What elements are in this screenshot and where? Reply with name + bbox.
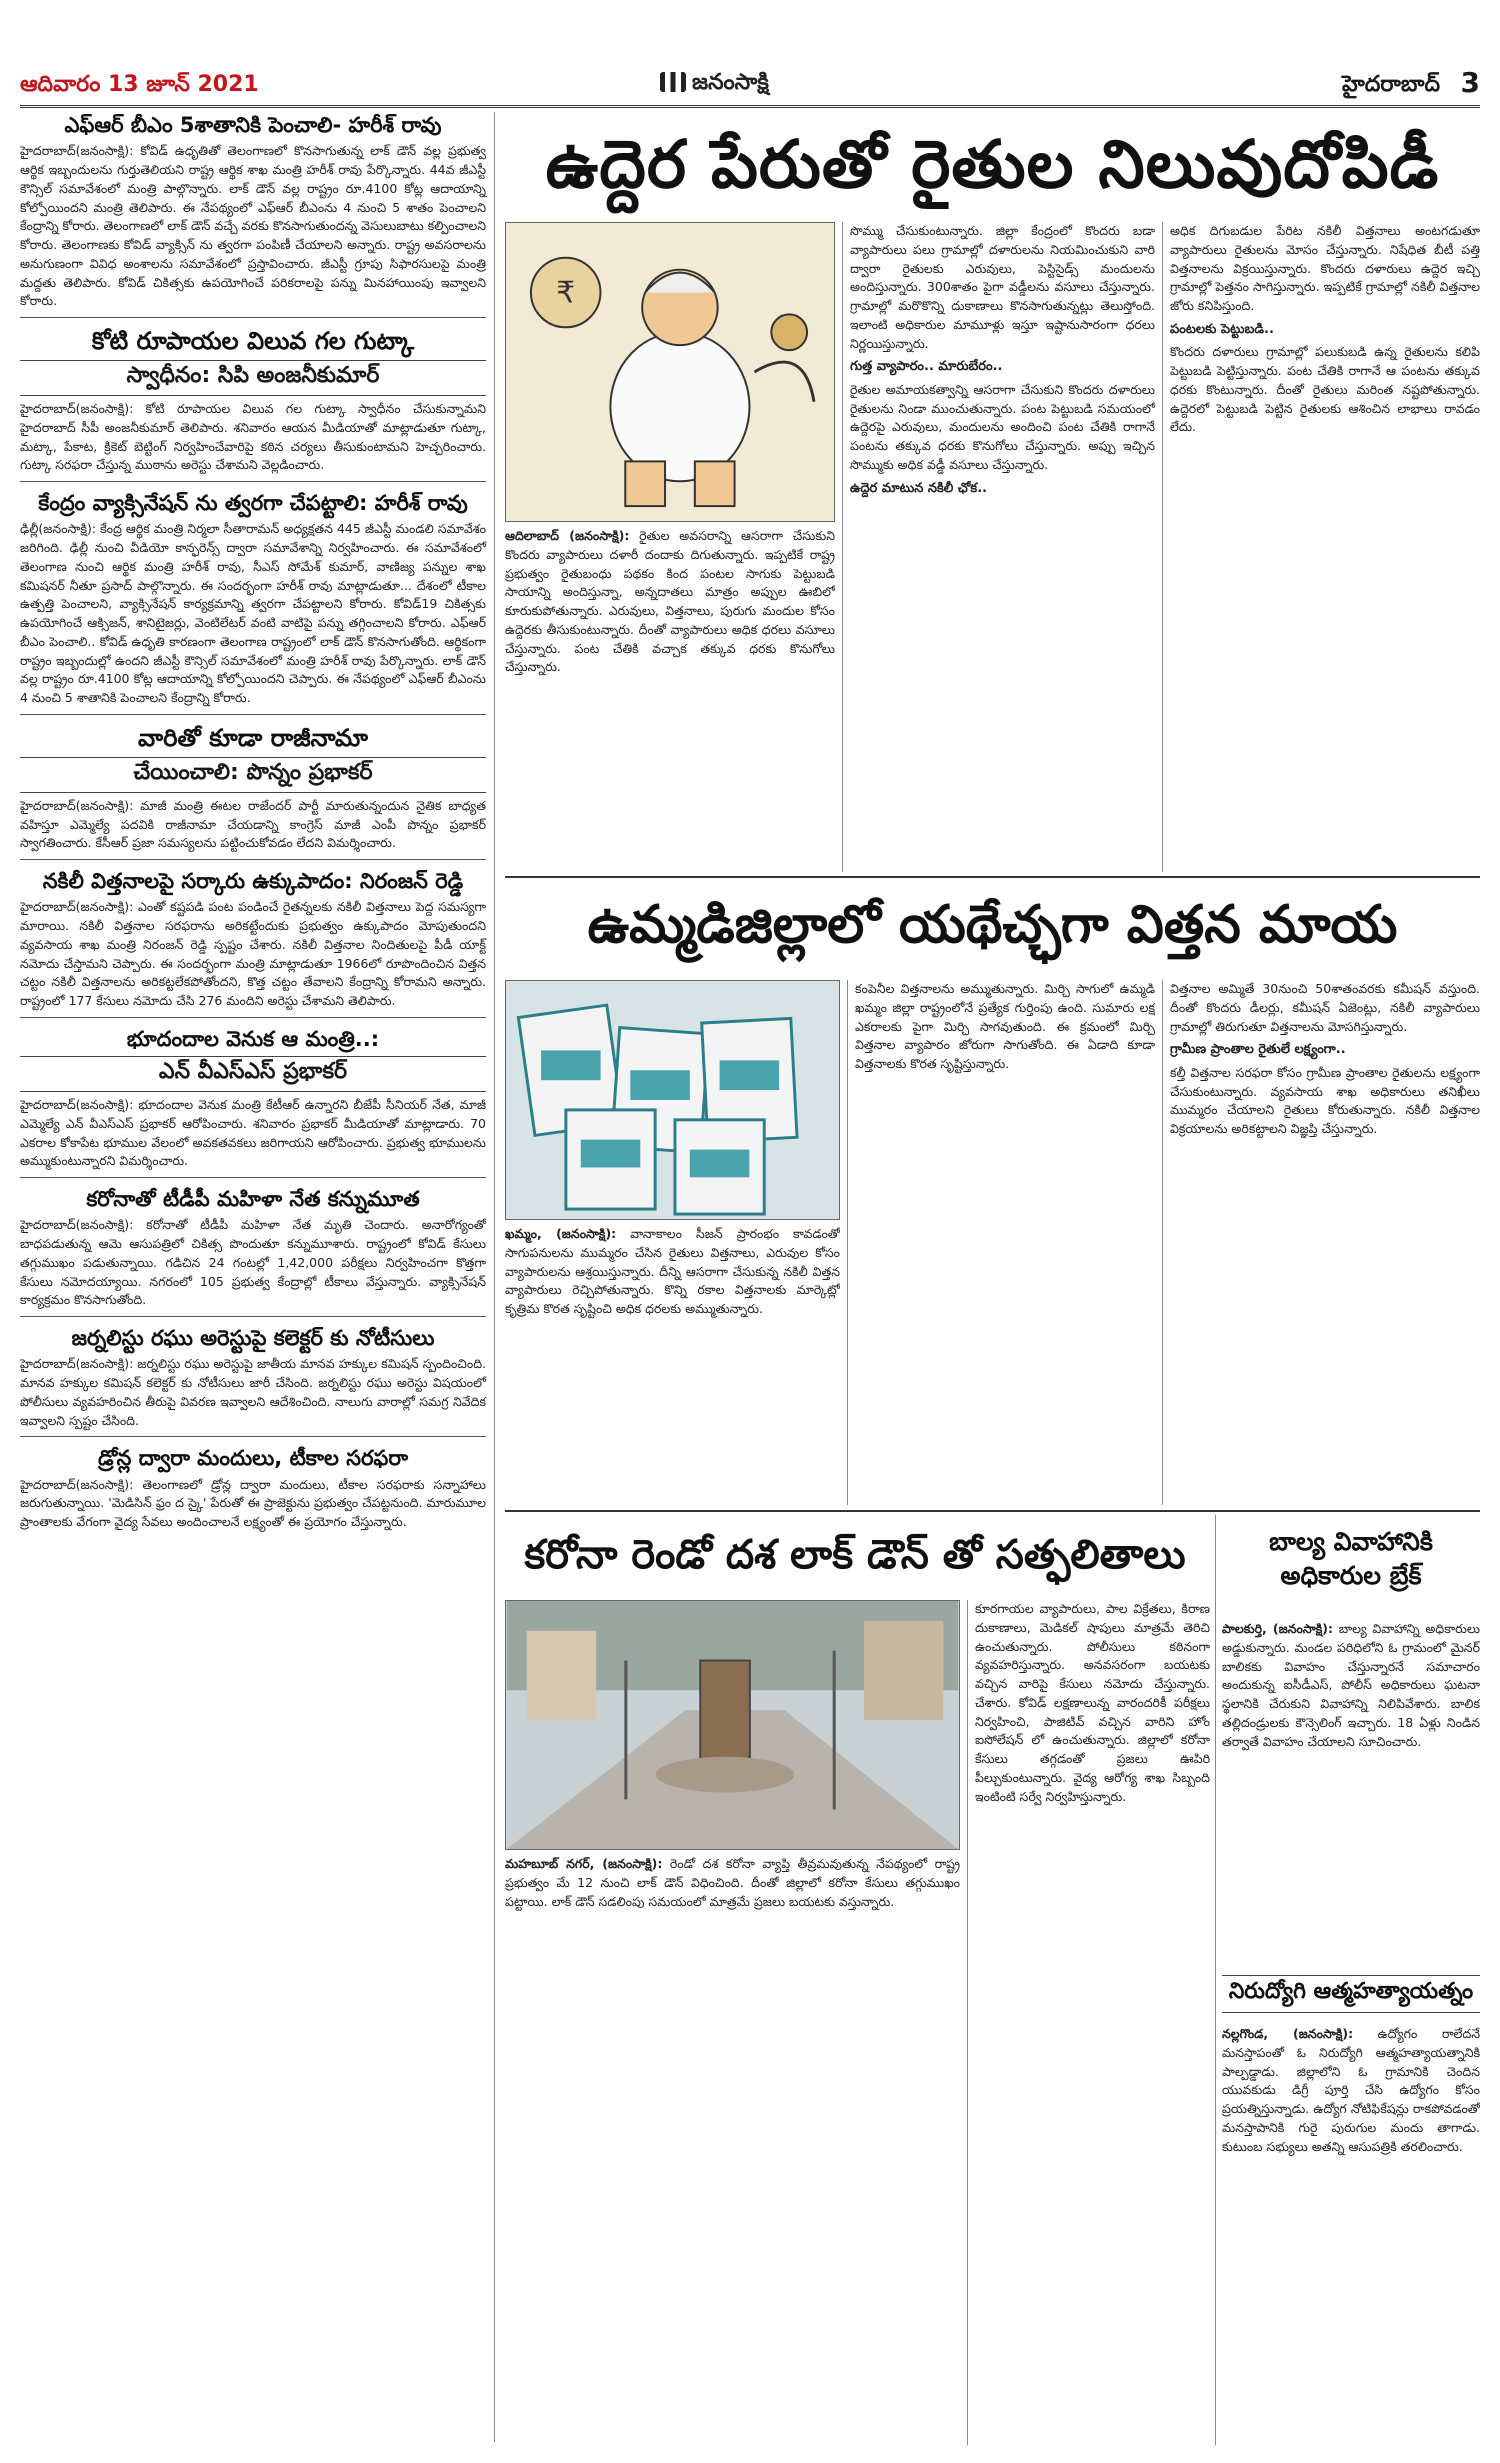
- empty-street-photo: [505, 1600, 960, 1850]
- story-journalist: [20, 1325, 486, 1437]
- unemployed-text: ఉద్యోగం రాలేదనే మనస్తాపంతో ఓ నిరుద్యోగి ఆత్మహత్యాయత్నానికి పాల్పడ్డాడు. జిల్లాలోని ఓ గ్రామానికి చెందిన యువకుడు డిగ్రీ పూర్తి చేసి ఉద్యోగం కోసం ప్రయత్నిస్తున్నాడు. ఉద్యోగ నోటిఫికేషన్లు రాకపోవడంతో మనస్తాపానికి గురై పురుగుల మందు తాగాడు. కుటుంబ సభ్యులు అతన్ని ఆసుపత్రికి తరలించారు.: [1222, 2026, 1480, 2154]
- child-marriage-headline: బాల్య వివాహానికి అధికారుల బ్రేక్: [1269, 1527, 1433, 1590]
- story-body: హైదరాబాద్(జనంసాక్షి): కరోనాతో టీడీపీ మహిళా నేత మృతి చెందారు. అనారోగ్యంతో బాధపడుతున్న ఆమె ఆసుపత్రిలో చికిత్స పొందుతూ కన్నుమూశారు. రాష్ట్రంలో కోవిడ్ కేసులు తగ్గుముఖం పడుతున్నాయి. గడిచిన 24 గంటల్లో 1,42,000 పరీక్షలు నిర్వహించగా కొత్తగా కేసులు నమోదయ్యాయి. నగరంలో 105 ప్రభుత్వ కేంద్రాల్లో టీకాలు వేస్తున్నారు. వ్యాక్సినేషన్ కార్యక్రమం కొనసాగుతోంది.: [20, 1217, 486, 1308]
- page-number: 3: [1460, 66, 1480, 99]
- lead-text-3b: కొందరు దళారులు గ్రామాల్లో పలుకుబడి ఉన్న రైతులను కలిపి పెట్టుబడి పెట్టిస్తున్నారు. పంట చేతికి రాగానే ఆ పంటను తక్కువ ధరకు కొంటున్నారు. దీంతో రైతులు మరింత నష్టపోతున్నారు. ఉద్దెరలో పెట్టుబడి పెట్టిన రైతులకు ఆశించిన లాభాలు రావడం లేదు.: [1170, 344, 1480, 435]
- story-frbm: [20, 112, 486, 318]
- seeds-text-2: కంపెనీల విత్తనాలను అమ్ముతున్నారు. మిర్చి సాగులో ఉమ్మడి ఖమ్మం జిల్లా రాష్ట్రంలోనే ప్రత్యేక గుర్తింపు ఉంది. సుమారు లక్ష ఎకరాలకు పైగా మిర్చి సాగవుతుంది. ఈ క్రమంలో మిర్చి విత్తనాల వ్యాపారం జోరుగా సాగుతోంది. ఈ ఏడాది కూడా విత్తనాలకు కొరత సృష్టిస్తున్నారు.: [855, 981, 1155, 1071]
- story-resignation: [20, 723, 486, 860]
- story-body: హైదరాబాద్(జనంసాక్షి): కోటి రూపాయల విలువ గల గుట్కా స్వాధీనం చేసుకున్నామని హైదరాబాద్ సీపీ అంజనీకుమార్ తెలిపారు. శనివారం ఆయన మీడియాతో మాట్లాడుతూ గుట్కా, మట్కా, పేకాట, క్రికెట్ బెట్టింగ్ నిర్వహించేవారిపై కఠిన చర్యలు తీసుకుంటామని హెచ్చరించారు. గుట్కా సరఫరా చేస్తున్న ముఠాను అరెస్టు చేశామని వెల్లడించారు.: [20, 401, 486, 473]
- seeds-text-3: విత్తనాల అమ్మితే 30నుంచి 50శాతంవరకు కమీషన్ వస్తుంది. దీంతో కొందరు డీలర్లు, కమీషన్ ఏజెంట్లు, నకిలీ వ్యాపారులు గ్రామాల్లో తిరుగుతూ విత్తనాలను మోసగిస్తున్నారు.: [1170, 981, 1480, 1034]
- lockdown-text-1: రెండో దశ కరోనా వ్యాప్తి తీవ్రమవుతున్న నేపథ్యంలో రాష్ట్ర ప్రభుత్వం మే 12 నుంచి లాక్ డౌన్ విధించింది. దీంతో జిల్లాలో కరోనా కేసులు తగ్గుముఖం పట్టాయి. లాక్ డౌన్ సడలింపు సమయంలో మాత్రమే ప్రజలు బయటకు వస్తున్నారు.: [505, 1856, 960, 1909]
- lockdown-column-1: [505, 1855, 960, 2445]
- lockdown-headline: కరోనా రెండో దశ లాక్ డౌన్ తో సత్ఫలితాలు: [524, 1532, 1186, 1578]
- logo-mark-icon: [660, 72, 686, 92]
- lead-headline: ఉద్దెర పేరుతో రైతుల నిలువుదోపిడీ: [545, 126, 1440, 203]
- farmer-cartoon: [505, 222, 835, 522]
- story-body: హైదరాబాద్(జనంసాక్షి): మాజీ మంత్రి ఈటల రాజేందర్ పార్టీ మారుతున్నందున నైతిక బాధ్యత వహిస్తూ ఎమ్మెల్యే పదవికి రాజీనామా చేయడాన్ని కాంగ్రెస్ మాజీ ఎంపీ పొన్నం ప్రభాకర్ స్వాగతించారు. కేసీఆర్ ప్రజా సమస్యలను పట్టించుకోవడం లేదని విమర్శించారు.: [20, 797, 486, 851]
- story-headline: భూదందాల వెనుక ఆ మంత్రి..:: [126, 1026, 380, 1051]
- story-subheadline: స్వాధీనం: సిపి అంజనీకుమార్: [20, 360, 486, 396]
- masthead: [20, 66, 1480, 108]
- seeds-column-1: [505, 1225, 840, 1505]
- story-headline: ఎఫ్ఆర్ బీఎం 5శాతానికి పెంచాలి- హరీశ్ రావు: [64, 113, 442, 137]
- story-headline: కోటి రూపాయల విలువ గల గుట్కా: [91, 327, 415, 355]
- story-headline: నకిలీ విత్తనాలపై సర్కారు ఉక్కుపాదం: నిరంజన్ రెడ్డి: [42, 869, 464, 893]
- seeds-text-3b: కల్తీ విత్తనాల సరఫరా కోసం గ్రామీణ ప్రాంతాల రైతులను లక్ష్యంగా చేసుకుంటున్నారు. వ్యవసాయ శాఖ అధికారులు తనిఖీలు ముమ్మరం చేయాలని రైతులు కోరుతున్నారు. నకిలీ విత్తనాల విక్రయాలను అరికట్టాలని విజ్ఞప్తి చేస్తున్నారు.: [1170, 1064, 1480, 1136]
- lead-column-3: [1170, 222, 1480, 872]
- story-drones: [20, 1445, 486, 1532]
- story-headline: కరోనాతో టీడీపీ మహిళా నేత కన్నుమూత: [86, 1187, 420, 1211]
- story-gutka: [20, 326, 486, 482]
- story-body: హైదరాబాద్(జనంసాక్షి): తెలంగాణలో డ్రోన్ల ద్వారా మందులు, టీకాల సరఫరాకు సన్నాహాలు జరుగుతున్నాయి. 'మెడిసిన్ ఫ్రం ద స్కై' పేరుతో ఈ ప్రాజెక్టును ప్రభుత్వం చేపట్టనుంది. మారుమూల ప్రాంతాలకు వేగంగా వైద్య సేవలు అందించాలనే లక్ష్యంతో ఈ ప్రయోగం చేస్తున్నారు.: [20, 1476, 486, 1529]
- lockdown-dateline: మహబూబ్ నగర్, (జనంసాక్షి):: [505, 1856, 663, 1871]
- empty-street-image-icon: [506, 1601, 959, 1849]
- story-body: హైదరాబాద్(జనంసాక్షి): జర్నలిస్టు రఘు అరెస్టుపై జాతీయ మానవ హక్కుల కమిషన్ స్పందించింది. మానవ హక్కుల కమిషన్ కలెక్టర్ కు నోటీసులు జారీ చేసింది. జర్నలిస్టు రఘు అరెస్టు విషయంలో పోలీసులు వ్యవహరించిన తీరుపై వివరణ ఇవ్వాలని ఆదేశించింది. నాలుగు వారాల్లో సమగ్ర నివేదిక ఇవ్వాలని స్పష్టం చేసింది.: [20, 1356, 486, 1428]
- story-body: హైదరాబాద్(జనంసాక్షి): కోవిడ్ ఉధృతితో తెలంగాణలో కొనసాగుతున్న లాక్ డౌన్ వల్ల ప్రభుత్వ ఆర్థిక ఇబ్బందులను గుర్తుతెలియని రాష్ట్ర ఆర్థిక శాఖ మంత్రి హరీశ్ రావు పేర్కొన్నారు. 44వ జీఎస్టీ కౌన్సిల్ సమావేశంలో మంత్రి పాల్గొన్నారు. లాక్ డౌన్ వల్ల రాష్ట్రం రూ.4100 కోట్ల ఆదాయాన్ని కోల్పోయిందని మంత్రి తెలిపారు. ఈ నేపథ్యంలో ఎఫ్ఆర్ బీఎంను 4 నుంచి 5 శాతం పెంచాలని కేంద్రాన్ని కోరారు. తెలంగాణలో లాక్ డౌన్ వచ్చే వరకు కొనసాగుతుందన్న వెసులుబాటు కల్పించాలని కోరారు. తెలంగాణకు కోవిడ్ వ్యాక్సిన్ ను త్వరగా పంపిణీ చేయాలని అన్నారు. రాష్ట్ర అవసరాలను అనుగుణంగా వివిధ అంశాలను సమావేశంలో ప్రస్తావించారు. జీఎస్టీ గ్రూపు సిఫారసులపై మంత్రి మద్దతు తెలిపారు. కోవిడ్ చికిత్సకు ఉపయోగించే పరికరాలపై పన్ను మినహాయింపు ఇవ్వాలని కోరారు.: [20, 143, 486, 309]
- lead-crosshead-end: ఉద్దెర మాటున నకిలీ ఛోక..: [850, 480, 988, 496]
- lead-text-2: సొమ్ము చేసుకుంటున్నారు. జిల్లా కేంద్రంలో కొందరు బడా వ్యాపారులు పలు గ్రామాల్లో దళారులను నియమించుకుని వారి ద్వారా రైతులకు ఎరువులు, పెస్టిసైడ్స్ మందులను అందిస్తున్నారు. 300శాతం పైగా వడ్డీలను వసూలు చేస్తున్నారు. గ్రామాల్లో మరొకొన్ని దుకాణాలు కొనసాగుతున్నట్లు తెలుస్తోంది. ఇలాంటి అధికారుల మామూళ్లు ఇస్తూ ఇష్టానుసారంగా ధరలు నిర్ణయిస్తున్నారు.: [850, 223, 1155, 351]
- lead-dateline: ఆదిలాబాద్ (జనంసాక్షి):: [505, 528, 630, 543]
- seeds-dateline: ఖమ్మం, (జనంసాక్షి):: [505, 1226, 617, 1241]
- lockdown-text-3: చేశారు. కోవిడ్ లక్షణాలున్న వారందరికీ పరీక్షలు నిర్వహించి, పాజిటివ్ వచ్చిన వారిని హోం ఐసోలేషన్ లో ఉంచుతున్నారు. జిల్లాలో కరోనా కేసులు తగ్గడంతో ప్రజలు ఊపిరి పీల్చుకుంటున్నారు. వైద్య ఆరోగ్య శాఖ సిబ్బంది ఇంటింటి సర్వే నిర్వహిస్తున్నారు.: [975, 1694, 1210, 1804]
- lead-crosshead-3: పంటలకు పెట్టుబడి..: [1170, 321, 1274, 337]
- child-marriage-body: [1222, 1620, 1480, 1965]
- seeds-text-1: వానాకాలం సీజన్ ప్రారంభం కావడంతో సాగుపనులను ముమ్మరం చేసిన రైతులు విత్తనాలు, ఎరువుల కోసం వ్యాపారులను ఆశ్రయిస్తున్నారు. దీన్ని ఆసరాగా చేసుకున్న నకిలీ విత్తన వ్యాపారులు రెచ్చిపోతున్నారు. కొన్ని రకాల విత్తనాలకు మార్కెట్లో కృత్రిమ కొరత సృష్టించి అధిక ధరలకు అమ్ముతున్నారు.: [505, 1226, 840, 1316]
- lockdown-text-2: కూరగాయల వ్యాపారులు, పాల విక్రేతలు, కిరాణ దుకాణాలు, మెడికల్ షాపులు మాత్రమే తెరిచి ఉంచుతున్నారు. పోలీసులు కఠినంగా వ్యవహరిస్తున్నారు. అనవసరంగా బయటకు వచ్చిన వారిపై కేసులు నమోదు చేస్తున్నారు.: [975, 1601, 1210, 1691]
- story-headline: వారితో కూడా రాజీనామా: [138, 723, 368, 752]
- child-text: బాల్య వివాహాన్ని అధికారులు అడ్డుకున్నారు. మండల పరిధిలోని ఓ గ్రామంలో మైనర్ బాలికకు వివాహం చేస్తున్నారనే సమాచారం అందుకున్న ఐసీడీఎస్, పోలీస్ అధికారులు ఘటనా స్థలానికి చేరుకుని వివాహాన్ని నిలిపివేశారు. బాలిక తల్లిదండ్రులకు కౌన్సెలింగ్ ఇచ్చారు. 18 ఏళ్లు నిండిన తర్వాతే వివాహం చేయాలని సూచించారు.: [1222, 1621, 1480, 1749]
- story-land-deals: [20, 1026, 486, 1178]
- story-subheadline: ఎన్ వీఎస్ఎస్ ప్రభాకర్: [20, 1056, 486, 1092]
- newspaper-logo: [660, 70, 769, 100]
- lead-text-2b: రైతుల అమాయకత్వాన్ని ఆసరాగా చేసుకుని కొందరు దళారులు రైతులను నిండా ముంచుతున్నారు. పంట పెట్టుబడి సమయంలో ఉద్దెరపై ఎరువులు, మందులను అందించి పంట చేతికి రాగానే పంటను తక్కువ ధరకు కొనుగోలు చేస్తున్నారు. అప్పు ఇచ్చిన సొమ్ముకు అధిక వడ్డీ వసూలు చేస్తున్నారు.: [850, 381, 1155, 472]
- story-headline: కేంద్రం వ్యాక్సినేషన్ ను త్వరగా చేపట్టాలి: హరీశ్ రావు: [38, 491, 468, 515]
- story-headline: డ్రోన్ల ద్వారా మందులు, టీకాల సరఫరా: [97, 1446, 409, 1471]
- seeds-headline: ఉమ్మడిజిల్లాలో యథేచ్ఛగా విత్తన మాయ: [587, 895, 1398, 955]
- edition-place: హైదరాబాద్: [1342, 72, 1440, 97]
- story-body: హైదరాబాద్(జనంసాక్షి): భూదందాల వెనుక మంత్రి కేటీఆర్ ఉన్నారని బీజేపీ సీనియర్ నేత, మాజీ ఎమ్మెల్యే ఎన్ వీఎస్ఎస్ ప్రభాకర్ ఆరోపించారు. శనివారం ప్రభాకర్ మీడియాతో మాట్లాడారు. 70 ఎకరాల కోకాపేట భూముల వేలంలో అవకతవకలు జరిగాయని ఆరోపించారు. ప్రభుత్వ భూములను అమ్ముకుంటున్నారని విమర్శించారు.: [20, 1097, 486, 1169]
- story-body: ఢిల్లీ(జనంసాక్షి): కేంద్ర ఆర్థిక మంత్రి నిర్మలా సీతారామన్ అధ్యక్షతన 445 జీఎస్టీ మండలి సమావేశం జరిగింది. ఢిల్లీ నుంచి వీడియో కాన్ఫరెన్స్ ద్వారా సమావేశాన్ని నిర్వహించారు. ఈ సమావేశంలో తెలంగాణ నుంచి ఆర్థిక మంత్రి హరీశ్ రావు, సీఎస్ సోమేశ్ కుమార్, వాణిజ్య పన్నుల శాఖ కమిషనర్ నీతూ ప్రసాద్ పాల్గొన్నారు. ఈ సందర్భంగా హరీశ్ రావు మాట్లాడుతూ... దేశంలో టీకాల ఉత్పత్తి పెంచాలని, వ్యాక్సినేషన్ కార్యక్రమాన్ని త్వరగా చేపట్టాలని కోరారు. కోవిడ్19 చికిత్సకు ఉపయోగించే ఆక్సిజన్, శానిటైజర్లు, వెంటిలేటర్ వంటి వాటిపై పన్ను తగ్గించాలని కోరారు. ఎఫ్ఆర్ బీఎం పెంచాలి.. కోవిడ్ ఉధృతి కారణంగా తెలంగాణ రాష్ట్రంలో లాక్ డౌన్ కొనసాగుతోంది. ఆర్థికంగా రాష్ట్రం ఇబ్బందుల్లో ఉందని జీఎస్టీ కౌన్సిల్ సమావేశంలో మంత్రి హరీశ్ రావు పేర్కొన్నారు. లాక్ డౌన్ వల్ల రాష్ట్రం రూ.4100 కోట్ల ఆదాయాన్ని కోల్పోయిందని చెప్పారు. ఈ నేపథ్యంలో ఎఫ్ఆర్ బీఎంను 4 నుంచి 5 శాతానికి పెంచాలని కేంద్రాన్ని కోరారు.: [20, 521, 486, 705]
- story-tdp-leader: [20, 1186, 486, 1317]
- lead-text-3: అధిక దిగుబడుల పేరిట నకిలీ విత్తనాలు అంటగడుతూ వ్యాపారులు రైతులను మోసం చేస్తున్నారు. నిషేధిత బీటీ పత్తి విత్తనాలను విక్రయిస్తున్నారు. కొందరు దళారులు ఉద్దెర ఇచ్చి గ్రామాల్లో పెత్తనం సాగిస్తున్నారు. ఇప్పటికే గ్రామాల్లో నకిలీ విత్తనాల జోరు కనిపిస్తుంది.: [1170, 223, 1480, 313]
- child-dateline: పాలకుర్తి, (జనంసాక్షి):: [1222, 1621, 1333, 1636]
- story-fake-seeds: [20, 868, 486, 1018]
- lead-text-1: రైతుల అవసరాన్ని ఆసరాగా చేసుకుని కొందరు వ్యాపారులు దళారీ దందాకు దిగుతున్నారు. ఇప్పటికే రాష్ట్ర ప్రభుత్వం రైతుబంధు పథకం కింద పంటల సాగుకు పెట్టుబడి సాయాన్ని అందిస్తున్నా, అన్నదాతలు మాత్రం అప్పుల ఊబిలో కూరుకుపోతున్నారు. ఎరువులు, విత్తనాలు, పురుగు మందుల కోసం ఉద్దెరకు తీసుకుంటున్నారు. దీంతో వ్యాపారులు అధిక ధరలు వసూలు చేస్తున్నారు. పంట చేతికి వచ్చాక తక్కువ ధరకు కొనుగోలు చేస్తున్నారు.: [505, 528, 835, 675]
- seeds-crosshead: గ్రామీణ ప్రాంతాల రైతులే లక్ష్యంగా..: [1170, 1042, 1346, 1058]
- story-vaccination: [20, 490, 486, 715]
- seeds-column-2: [855, 980, 1155, 1505]
- story-body: హైదరాబాద్(జనంసాక్షి): ఎంతో కష్టపడి పంట పండించే రైతన్నలకు నకిలీ విత్తనాలు పెద్ద సమస్యగా మారాయి. నకిలీ విత్తనాల సరఫరాను అరికట్టేందుకు ప్రభుత్వం ఉక్కుపాదం మోపుతుందని వ్యవసాయ శాఖ మంత్రి నిరంజన్ రెడ్డి స్పష్టం చేశారు. నకిలీ విత్తనాల నిందితులపై పీడీ యాక్ట్ నమోదు చేస్తామని చెప్పారు. ఈ సందర్భంగా మంత్రి మాట్లాడుతూ 1966లో రూపొందించిన విత్తన చట్టం నకిలీ విత్తనాలను అరికట్టలేకపోతోందని, కొత్త చట్టం తేవాలని కేంద్రాన్ని కోరామని అన్నారు. రాష్ట్రంలో 177 కేసులు నమోదు చేసి 276 మందిని అరెస్టు చేశామని తెలిపారు.: [20, 899, 486, 1008]
- left-column: [20, 112, 495, 2442]
- lead-column-1: [505, 527, 835, 872]
- seeds-column-3: [1170, 980, 1480, 1505]
- story-subheadline: చేయించాలి: పొన్నం ప్రభాకర్: [20, 757, 486, 793]
- seed-packets-photo: [505, 980, 840, 1220]
- logo-text: జనంసాక్షి: [692, 70, 769, 95]
- lead-column-2: [850, 222, 1155, 872]
- cartoon-illustration-icon: [506, 223, 834, 521]
- story-headline: జర్నలిస్టు రఘు అరెస్టుపై కలెక్టర్ కు నోటీసులు: [71, 1326, 435, 1350]
- lockdown-column-2: [975, 1600, 1210, 2445]
- svg-text:₹: ₹: [556, 275, 576, 311]
- lead-crosshead: గుత్త వ్యాపారం.. మారుబేరం..: [850, 359, 1003, 375]
- unemployed-dateline: నల్లగొండ, (జనంసాక్షి):: [1222, 2026, 1354, 2041]
- unemployed-headline: నిరుద్యోగి ఆత్మహత్యాయత్నం: [1222, 1975, 1480, 2013]
- issue-date: ఆదివారం 13 జూన్ 2021: [20, 72, 259, 97]
- seed-packets-image-icon: [506, 981, 839, 1219]
- unemployed-body: [1222, 2025, 1480, 2445]
